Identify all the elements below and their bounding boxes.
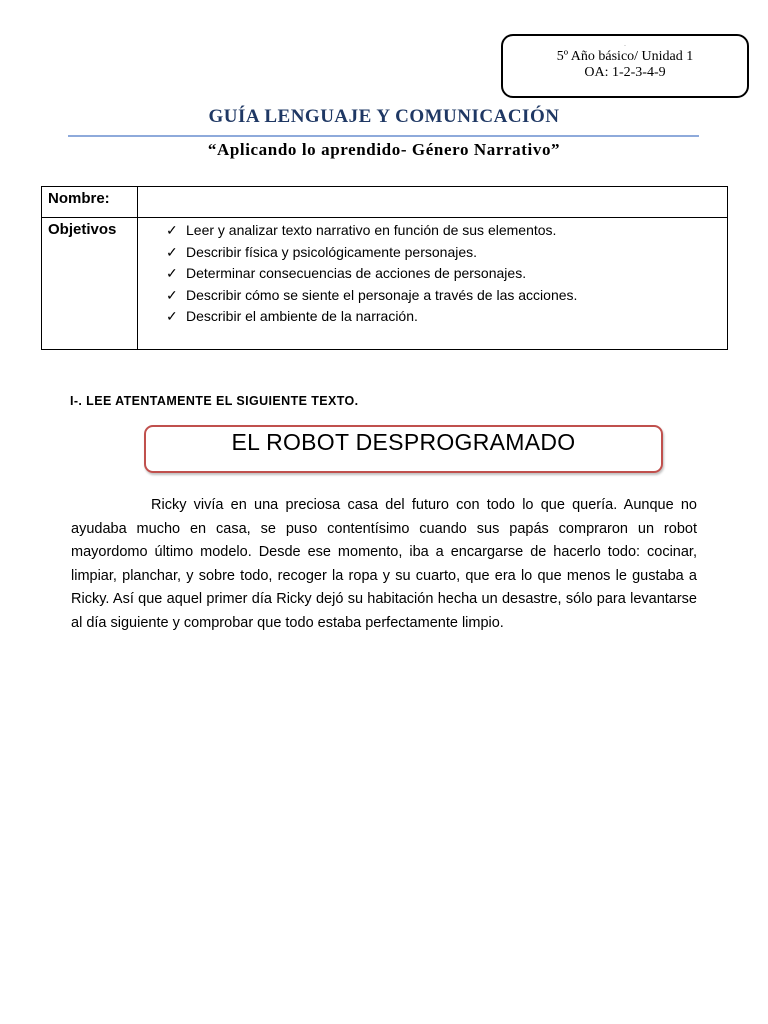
page-subtitle: “Aplicando lo aprendido- Género Narrativo” [207, 140, 561, 159]
story-paragraph: Ricky vivía en una preciosa casa del futuro con todo lo que quería. Aunque no ayudaba mucho en casa, se puso contentísimo cuando sus papás compraron un robot mayordomo último modelo. Desde ese momento, iba a encargarse de hacerlo todo: cocinar, limpiar, planchar, y sobre todo, recoger la ropa y su cuarto, que era lo que menos le gustaba a Ricky. Así que aquel primer día Ricky dejó su habitación hecha un desastre, sólo para levantarse al día siguiente y comprobar que todo estaba perfectamente limpio. [71, 497, 697, 631]
objectives-row [42, 218, 728, 350]
objectives-list [138, 218, 727, 328]
objectives-label: Objetivos [42, 218, 138, 350]
story-title: EL ROBOT DESPROGRAMADO [231, 429, 576, 455]
objectives-cell [138, 218, 728, 350]
checkmark-icon: ✓ [166, 243, 178, 260]
objective-text: Describir el ambiente de la narración. [186, 308, 418, 324]
objective-text: Describir cómo se siente el personaje a través de las acciones. [186, 286, 578, 303]
name-label: Nombre: [42, 187, 138, 218]
objective-item [166, 306, 727, 328]
objective-item [166, 285, 727, 307]
course-level: 5º Año básico/ Unidad 1 [556, 49, 694, 64]
learning-objectives-codes: OA: 1-2-3-4-9 [584, 65, 666, 80]
objective-item [166, 220, 727, 242]
name-field[interactable] [138, 187, 728, 218]
checkmark-icon: ✓ [166, 308, 178, 324]
objective-text: Leer y analizar texto narrativo en función de sus elementos. [186, 222, 557, 238]
story-title-box [144, 425, 663, 473]
student-info-table [41, 186, 728, 350]
info-dot: . [624, 42, 626, 48]
name-row [42, 187, 728, 218]
title-divider [68, 135, 699, 137]
section-instruction: I-. LEE ATENTAMENTE EL SIGUIENTE TEXTO. [70, 394, 359, 408]
objective-item [166, 263, 727, 285]
course-info-box [501, 34, 749, 98]
checkmark-icon: ✓ [166, 265, 178, 281]
checkmark-icon: ✓ [166, 286, 178, 303]
objective-text: Determinar consecuencias de acciones de personajes. [186, 265, 527, 281]
checkmark-icon: ✓ [166, 222, 178, 238]
page-title: GUÍA LENGUAJE Y COMUNICACIÓN [208, 106, 560, 127]
objective-text: Describir física y psicológicamente personajes. [186, 243, 478, 260]
objective-item [166, 242, 727, 264]
